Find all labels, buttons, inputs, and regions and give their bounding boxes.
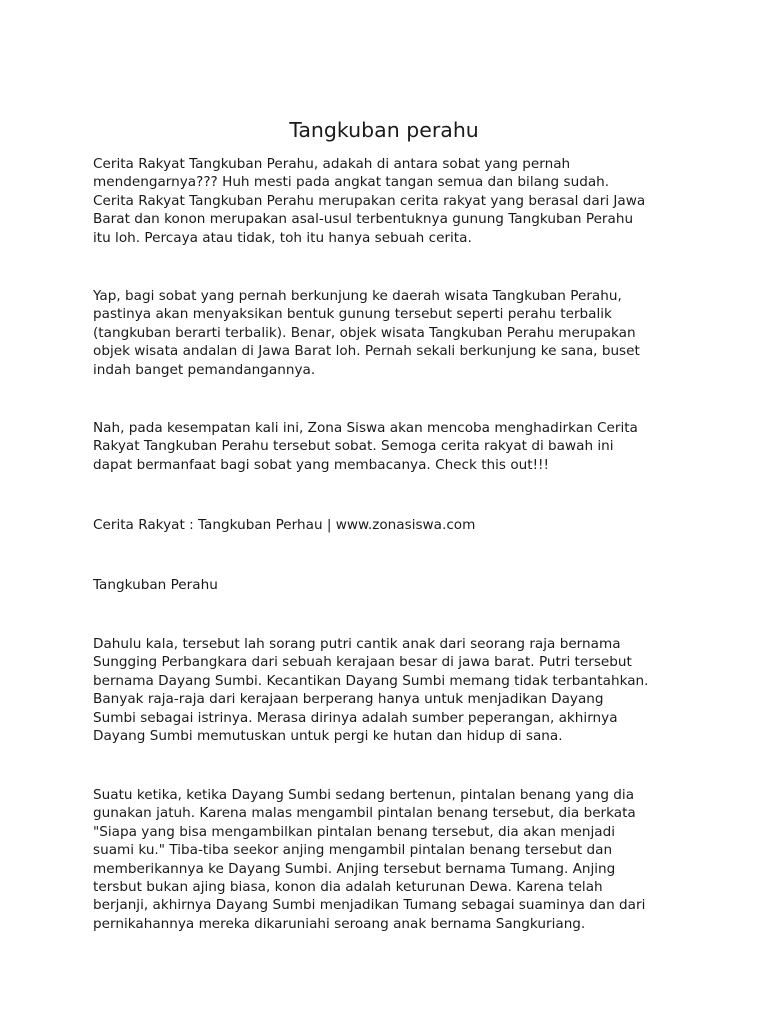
paragraph-source (93, 516, 683, 534)
paragraph-story-1 (93, 635, 683, 745)
text-line: tersbut bukan ajing biasa, konon dia adalah keturunan Dewa. Karena telah (93, 878, 603, 895)
story-heading (93, 576, 683, 594)
text-line: Nah, pada kesempatan kali ini, Zona Siswa akan mencoba menghadirkan Cerita (93, 420, 638, 436)
paragraph-visit (93, 287, 683, 379)
text-line: indah banget pemandangannya. (93, 361, 316, 378)
text-line: Cerita Rakyat Tangkuban Perahu merupakan cerita rakyat yang berasal dari Jawa (93, 192, 646, 209)
text-line: Banyak raja-raja dari kerajaan berperang hanya untuk menjadikan Dayang (93, 691, 604, 708)
text-line: mendengarnya??? Huh mesti pada angkat tangan semua dan bilang sudah. (93, 174, 610, 191)
text-line: Suatu ketika, ketika Dayang Sumbi sedang bertenun, pintalan benang yang dia (93, 787, 635, 803)
text-line: "Siapa yang bisa mengambilkan pintalan benang tersebut, dia akan menjadi (93, 823, 616, 840)
text-line: (tangkuban berarti terbalik). Benar, objek wisata Tangkuban Perahu merupakan (93, 324, 636, 341)
text-line: berjanji, akhirnya Dayang Sumbi menjadikan Tumang sebagai suaminya dan dari (93, 897, 646, 914)
text-line: Tangkuban Perahu (93, 577, 218, 593)
paragraph-story-2 (93, 786, 683, 933)
paragraph-announcement (93, 419, 683, 474)
text-line: pernikahannya mereka dikaruniahi seroang anak bernama Sangkuriang. (93, 915, 586, 932)
text-line: Cerita Rakyat : Tangkuban Perhau | www.zonasiswa.com (93, 517, 476, 533)
text-line: pastinya akan menyaksikan bentuk gunung tersebut seperti perahu terbalik (93, 306, 612, 323)
text-line: bernama Dayang Sumbi. Kecantikan Dayang Sumbi memang tidak terbantahkan. (93, 672, 649, 689)
text-line: objek wisata andalan di Jawa Barat loh. Pernah sekali berkunjung ke sana, buset (93, 343, 640, 360)
text-line: itu loh. Percaya atau tidak, toh itu hanya sebuah cerita. (93, 229, 472, 246)
text-line: Cerita Rakyat Tangkuban Perahu, adakah di antara sobat yang pernah (93, 156, 571, 172)
text-line: dapat bermanfaat bagi sobat yang membacanya. Check this out!!! (93, 456, 549, 473)
text-line: Sungging Perbangkara dari sebuah kerajaan besar di jawa barat. Putri tersebut (93, 654, 632, 671)
text-line: gunakan jatuh. Karena malas mengambil pintalan benang tersebut, dia berkata (93, 805, 636, 822)
paragraph-intro (93, 155, 683, 247)
text-line: Rakyat Tangkuban Perahu tersebut sobat. Semoga cerita rakyat di bawah ini (93, 438, 614, 455)
document-title: Tangkuban perahu (289, 118, 479, 142)
text-line: suami ku." Tiba-tiba seekor anjing mengambil pintalan benang tersebut dan (93, 842, 613, 859)
text-line: Barat dan konon merupakan asal-usul terbentuknya gunung Tangkuban Perahu (93, 211, 634, 228)
text-line: Dahulu kala, tersebut lah sorang putri cantik anak dari seorang raja bernama (93, 636, 621, 652)
text-line: Sumbi sebagai istrinya. Merasa dirinya adalah sumber peperangan, akhirnya (93, 709, 618, 726)
text-line: Dayang Sumbi memutuskan untuk pergi ke hutan dan hidup di sana. (93, 727, 563, 744)
text-line: memberikannya ke Dayang Sumbi. Anjing tersebut bernama Tumang. Anjing (93, 860, 616, 877)
text-line: Yap, bagi sobat yang pernah berkunjung ke daerah wisata Tangkuban Perahu, (93, 288, 622, 304)
